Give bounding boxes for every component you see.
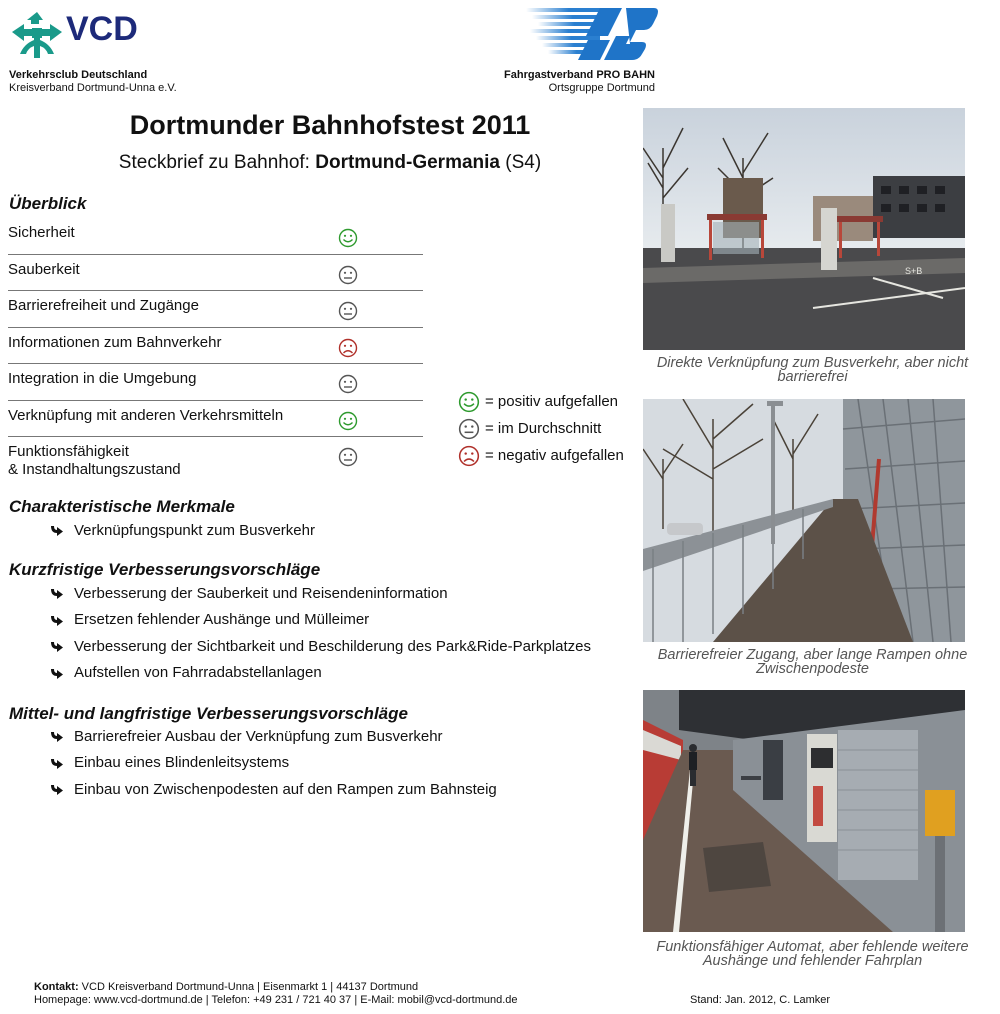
smiley-negative-icon — [458, 445, 480, 467]
rating-label: Sicherheit — [8, 224, 75, 241]
rating-row — [8, 401, 423, 438]
photo-bus-station — [643, 108, 965, 350]
long-term-heading: Mittel- und langfristige Verbesserungsvorschläge — [9, 704, 408, 723]
list-item-text: Barrierefreier Ausbau der Verknüpfung zum Busverkehr — [74, 727, 443, 745]
rating-row — [8, 437, 423, 481]
rating-label-line1: Funktionsfähigkeit — [8, 443, 129, 460]
rating-table — [8, 218, 423, 481]
smiley-positive-icon — [338, 228, 358, 248]
list-item-text: Verbesserung der Sichtbarkeit und Beschilderung des Park&Ride-Parkplatzes — [74, 637, 591, 655]
arrow-bullet-icon — [0, 613, 28, 627]
list-item-text: Verbesserung der Sauberkeit und Reisendeninformation — [74, 584, 448, 602]
pro-bahn-logo-icon — [526, 6, 658, 64]
contact-label: Kontakt: — [34, 981, 79, 993]
list-item — [0, 517, 640, 544]
rating-legend — [458, 388, 624, 469]
station-line: (S4) — [500, 152, 542, 173]
vcd-logo-text: VCD — [66, 10, 138, 48]
rating-label: Sauberkeit — [8, 260, 80, 278]
list-item — [0, 723, 640, 750]
road-marking-text: S+B — [905, 266, 923, 276]
arrow-bullet-icon — [0, 666, 28, 680]
station-name: Dortmund-Germania — [315, 152, 500, 173]
list-item-text: Einbau eines Blindenleitsystems — [74, 754, 290, 772]
rating-label — [8, 443, 181, 479]
org-right — [470, 69, 655, 95]
photo-ramp — [643, 399, 965, 642]
smiley-neutral-icon — [338, 301, 358, 321]
rating-row — [8, 291, 423, 328]
caption-line1: Barrierefreier Zugang, aber lange Rampen ohne — [657, 647, 968, 663]
photo-platform — [643, 690, 965, 932]
list-item — [0, 660, 640, 687]
rating-row — [8, 328, 423, 365]
caption-line2: Aushänge und fehlender Fahrplan — [702, 953, 923, 969]
legend-item — [458, 388, 624, 415]
legend-item — [458, 415, 624, 442]
page-title: Dortmunder Bahnhofstest 2011 — [129, 110, 531, 140]
list-item — [0, 607, 640, 634]
footer-contact — [34, 981, 518, 1007]
org-left-name: Verkehrsclub Deutschland — [9, 69, 148, 81]
org-left-branch: Kreisverband Dortmund-Unna e.V. — [9, 82, 177, 94]
contact-text: VCD Kreisverband Dortmund-Unna | Eisenmarkt 1 | 44137 Dortmund — [78, 981, 419, 993]
smiley-neutral-icon — [458, 418, 480, 440]
rating-row — [8, 218, 423, 255]
smiley-neutral-icon — [338, 374, 358, 394]
arrow-bullet-icon — [0, 523, 28, 537]
legend-label: = negativ aufgefallen — [485, 447, 624, 464]
legend-label: = positiv aufgefallen — [485, 393, 619, 410]
legend-item — [458, 442, 624, 469]
list-item — [0, 750, 640, 777]
rating-row — [8, 255, 423, 292]
org-right-branch: Ortsgruppe Dortmund — [548, 82, 655, 94]
features-list — [0, 517, 640, 544]
long-term-list — [0, 723, 640, 803]
subtitle-prefix: Steckbrief zu Bahnhof: — [118, 152, 316, 173]
rating-label-line2: & Instandhaltungszustand — [8, 461, 181, 478]
homepage-line: Homepage: www.vcd-dortmund.de | Telefon: +49 231 / 721 40 37 | E-Mail: mobil@vcd-dortmund.de — [34, 994, 518, 1006]
caption-line1: Funktionsfähiger Automat, aber fehlende weitere — [656, 939, 969, 955]
arrow-bullet-icon — [0, 756, 28, 770]
caption-line2: barrierefrei — [777, 369, 848, 385]
page-subtitle — [0, 152, 660, 174]
org-right-name: Fahrgastverband PRO BAHN — [504, 69, 655, 81]
list-item-text: Verknüpfungspunkt zum Busverkehr — [74, 521, 315, 539]
legend-label: = im Durchschnitt — [485, 420, 602, 437]
rating-label: Barrierefreiheit und Zugänge — [8, 297, 199, 314]
list-item — [0, 633, 640, 660]
overview-heading: Überblick — [9, 194, 87, 213]
short-term-list — [0, 580, 640, 686]
rating-label: Informationen zum Bahnverkehr — [8, 333, 222, 351]
caption-line2: Zwischenpodeste — [756, 661, 869, 677]
list-item-text: Ersetzen fehlender Aushänge und Mülleimer — [74, 611, 370, 629]
rating-label: Verknüpfung mit anderen Verkehrsmitteln — [8, 406, 284, 424]
org-left — [9, 69, 177, 95]
photo-caption — [640, 648, 985, 676]
stand-date: Stand: Jan. 2012, C. Lamker — [690, 994, 831, 1006]
rating-row — [8, 364, 423, 401]
arrow-bullet-icon — [0, 639, 28, 653]
smiley-positive-icon — [338, 411, 358, 431]
photo-caption — [640, 940, 985, 968]
arrow-bullet-icon — [0, 729, 28, 743]
smiley-neutral-icon — [338, 447, 358, 467]
arrow-bullet-icon — [0, 586, 28, 600]
photo-caption — [640, 356, 985, 384]
smiley-neutral-icon — [338, 265, 358, 285]
smiley-negative-icon — [338, 338, 358, 358]
list-item-text: Einbau von Zwischenpodesten auf den Rampen zum Bahnsteig — [74, 780, 497, 798]
list-item — [0, 580, 640, 607]
list-item — [0, 776, 640, 803]
caption-line1: Direkte Verknüpfung zum Busverkehr, aber nicht — [656, 355, 969, 371]
features-heading: Charakteristische Merkmale — [9, 497, 235, 516]
smiley-positive-icon — [458, 391, 480, 413]
rating-label: Integration in die Umgebung — [8, 370, 197, 387]
list-item-text: Aufstellen von Fahrradabstellanlagen — [74, 664, 322, 682]
short-term-heading: Kurzfristige Verbesserungsvorschläge — [9, 560, 321, 579]
vcd-tree-logo-icon — [10, 10, 64, 60]
arrow-bullet-icon — [0, 782, 28, 796]
